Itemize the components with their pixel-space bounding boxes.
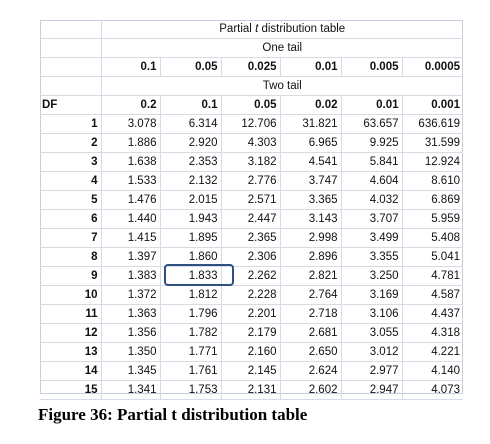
two-tail-empty-cell — [40, 77, 101, 96]
value-cell: 1.350 — [101, 343, 160, 362]
value-cell: 3.012 — [341, 343, 402, 362]
table-row — [40, 324, 463, 343]
value-cell: 3.055 — [341, 324, 402, 343]
table-title-pre: Partial — [219, 23, 256, 36]
value-cell: 2.365 — [221, 229, 280, 248]
df-cell: 3 — [40, 153, 101, 172]
value-cell: 1.415 — [101, 229, 160, 248]
table-row — [40, 115, 463, 134]
value-cell: 31.821 — [280, 115, 341, 134]
table-row — [40, 153, 463, 172]
two-tail-values-row — [40, 96, 463, 115]
value-cell: 2.718 — [280, 305, 341, 324]
value-cell: 3.747 — [280, 172, 341, 191]
df-cell: 12 — [40, 324, 101, 343]
value-cell: 2.160 — [221, 343, 280, 362]
value-cell: 9.925 — [341, 134, 402, 153]
value-cell: 63.657 — [341, 115, 402, 134]
value-cell: 5.841 — [341, 153, 402, 172]
value-cell: 1.886 — [101, 134, 160, 153]
table-title-post: distribution table — [258, 23, 346, 36]
value-cell: 1.796 — [160, 305, 221, 324]
value-cell: 2.821 — [280, 267, 341, 286]
value-cell: 4.303 — [221, 134, 280, 153]
t-distribution-table — [40, 20, 463, 400]
value-cell: 2.353 — [160, 153, 221, 172]
df-cell: 4 — [40, 172, 101, 191]
table-row — [40, 229, 463, 248]
value-cell: 2.131 — [221, 381, 280, 400]
df-cell: 13 — [40, 343, 101, 362]
table-row — [40, 134, 463, 153]
value-cell: 2.145 — [221, 362, 280, 381]
value-cell: 3.707 — [341, 210, 402, 229]
value-cell: 4.140 — [402, 362, 463, 381]
value-cell: 4.604 — [341, 172, 402, 191]
value-cell: 3.169 — [341, 286, 402, 305]
value-cell: 1.895 — [160, 229, 221, 248]
one_tail-value-3: 0.01 — [280, 58, 341, 77]
value-cell: 6.314 — [160, 115, 221, 134]
value-cell: 2.896 — [280, 248, 341, 267]
value-cell: 1.638 — [101, 153, 160, 172]
figure-caption: Figure 36: Partial t distribution table — [38, 405, 308, 424]
value-cell: 3.182 — [221, 153, 280, 172]
value-cell: 1.753 — [160, 381, 221, 400]
value-cell: 6.965 — [280, 134, 341, 153]
value-cell: 4.318 — [402, 324, 463, 343]
value-cell: 2.977 — [341, 362, 402, 381]
table-row — [40, 362, 463, 381]
value-cell: 2.201 — [221, 305, 280, 324]
one-tail-empty-cell — [40, 39, 101, 58]
value-cell: 2.624 — [280, 362, 341, 381]
two_tail-value-2: 0.05 — [221, 96, 280, 115]
value-cell: 1.345 — [101, 362, 160, 381]
df-cell: 5 — [40, 191, 101, 210]
value-cell: 31.599 — [402, 134, 463, 153]
title-empty-cell — [40, 20, 101, 39]
df-cell: 8 — [40, 248, 101, 267]
value-cell: 1.943 — [160, 210, 221, 229]
value-cell: 4.221 — [402, 343, 463, 362]
table-row — [40, 172, 463, 191]
value-cell: 5.041 — [402, 248, 463, 267]
title-row — [40, 20, 463, 39]
table-row — [40, 343, 463, 362]
value-cell: 3.250 — [341, 267, 402, 286]
table-title-t: t — [255, 23, 259, 36]
df-cell: 7 — [40, 229, 101, 248]
table-row — [40, 381, 463, 400]
value-cell: 2.681 — [280, 324, 341, 343]
value-cell: 2.947 — [341, 381, 402, 400]
value-cell: 1.341 — [101, 381, 160, 400]
value-cell: 1.812 — [160, 286, 221, 305]
value-cell: 2.306 — [221, 248, 280, 267]
value-cell: 1.363 — [101, 305, 160, 324]
value-cell: 636.619 — [402, 115, 463, 134]
df-header: DF — [40, 96, 101, 115]
value-cell: 8.610 — [402, 172, 463, 191]
df-cell: 6 — [40, 210, 101, 229]
one-tail-label-row — [40, 39, 463, 58]
df-cell: 14 — [40, 362, 101, 381]
value-cell: 3.365 — [280, 191, 341, 210]
table-row — [40, 305, 463, 324]
df-cell: 2 — [40, 134, 101, 153]
one_tail-value-4: 0.005 — [341, 58, 402, 77]
value-cell: 3.499 — [341, 229, 402, 248]
value-cell: 1.397 — [101, 248, 160, 267]
value-cell: 4.781 — [402, 267, 463, 286]
value-cell: 2.571 — [221, 191, 280, 210]
table-row — [40, 191, 463, 210]
value-cell: 3.078 — [101, 115, 160, 134]
value-cell: 3.106 — [341, 305, 402, 324]
one-tail-values-row — [40, 58, 463, 77]
value-cell: 2.998 — [280, 229, 341, 248]
df-cell: 1 — [40, 115, 101, 134]
value-cell: 4.437 — [402, 305, 463, 324]
value-cell: 12.924 — [402, 153, 463, 172]
value-cell: 1.533 — [101, 172, 160, 191]
two_tail-value-3: 0.02 — [280, 96, 341, 115]
one-tail-values-empty-cell — [40, 58, 101, 77]
two-tail-label: Two tail — [101, 77, 463, 96]
value-cell: 4.032 — [341, 191, 402, 210]
df-cell: 11 — [40, 305, 101, 324]
value-cell: 1.782 — [160, 324, 221, 343]
value-cell: 2.132 — [160, 172, 221, 191]
table-row — [40, 286, 463, 305]
table-body — [40, 20, 463, 400]
value-cell: 1.860 — [160, 248, 221, 267]
df-cell: 15 — [40, 381, 101, 400]
value-cell: 1.833 — [160, 267, 221, 286]
value-cell: 2.262 — [221, 267, 280, 286]
value-cell: 2.650 — [280, 343, 341, 362]
two_tail-value-0: 0.2 — [101, 96, 160, 115]
value-cell: 3.355 — [341, 248, 402, 267]
table-row — [40, 267, 463, 286]
table-title — [101, 20, 463, 39]
value-cell: 2.602 — [280, 381, 341, 400]
value-cell: 4.541 — [280, 153, 341, 172]
one_tail-value-5: 0.0005 — [402, 58, 463, 77]
df-cell: 9 — [40, 267, 101, 286]
value-cell: 1.372 — [101, 286, 160, 305]
two-tail-label-row — [40, 77, 463, 96]
value-cell: 2.179 — [221, 324, 280, 343]
value-cell: 2.764 — [280, 286, 341, 305]
value-cell: 5.408 — [402, 229, 463, 248]
two_tail-value-1: 0.1 — [160, 96, 221, 115]
value-cell: 2.015 — [160, 191, 221, 210]
table-row — [40, 248, 463, 267]
value-cell: 4.587 — [402, 286, 463, 305]
one_tail-value-2: 0.025 — [221, 58, 280, 77]
value-cell: 1.476 — [101, 191, 160, 210]
value-cell: 5.959 — [402, 210, 463, 229]
value-cell: 12.706 — [221, 115, 280, 134]
df-cell: 10 — [40, 286, 101, 305]
one_tail-value-0: 0.1 — [101, 58, 160, 77]
value-cell: 2.447 — [221, 210, 280, 229]
value-cell: 1.771 — [160, 343, 221, 362]
value-cell: 2.228 — [221, 286, 280, 305]
value-cell: 1.440 — [101, 210, 160, 229]
two_tail-value-5: 0.001 — [402, 96, 463, 115]
value-cell: 1.761 — [160, 362, 221, 381]
value-cell: 1.356 — [101, 324, 160, 343]
one_tail-value-1: 0.05 — [160, 58, 221, 77]
value-cell: 2.920 — [160, 134, 221, 153]
value-cell: 6.869 — [402, 191, 463, 210]
value-cell: 4.073 — [402, 381, 463, 400]
table-row — [40, 210, 463, 229]
value-cell: 3.143 — [280, 210, 341, 229]
value-cell: 2.776 — [221, 172, 280, 191]
two_tail-value-4: 0.01 — [341, 96, 402, 115]
value-cell: 1.383 — [101, 267, 160, 286]
one-tail-label: One tail — [101, 39, 463, 58]
highlight-box — [164, 264, 234, 286]
